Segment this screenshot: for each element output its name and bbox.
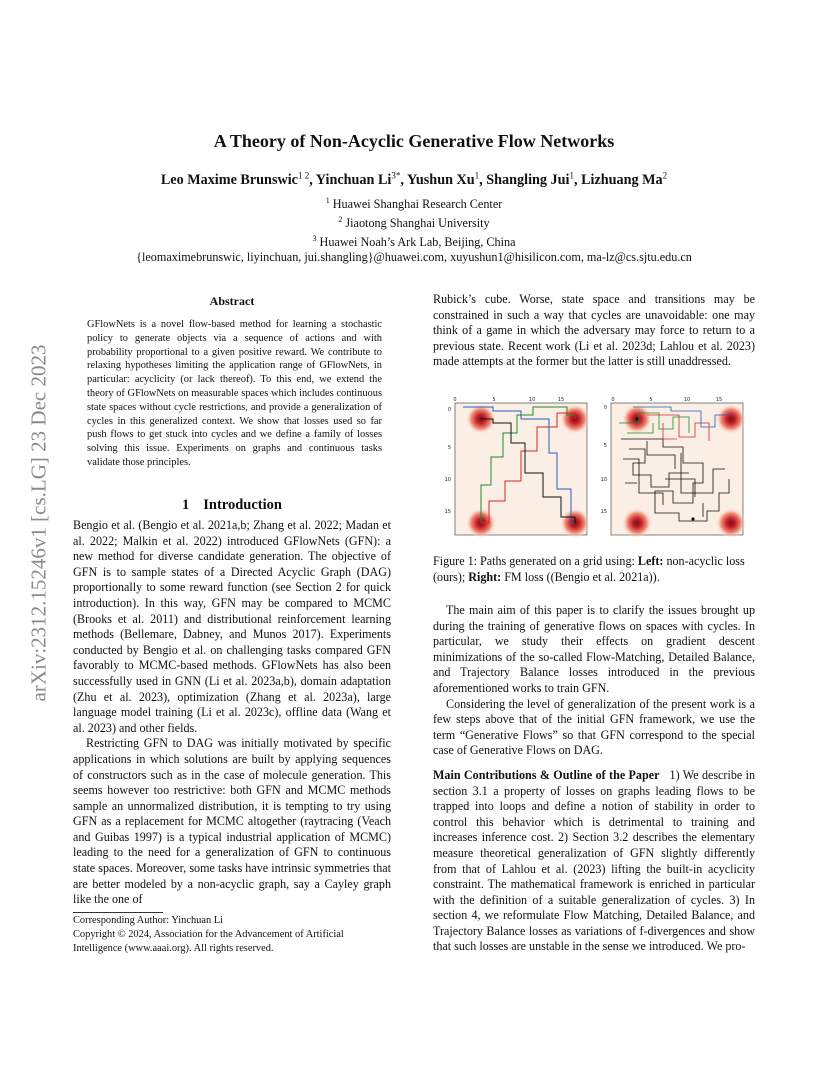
y-tick-label: 5 <box>603 443 607 449</box>
abstract-text: GFlowNets is a novel flow-based method for learning a stochastic policy to generate objects via a sequence of actions and with probability proportional to a given positive reward. We contribute to relaxing hypotheses limiting the application range of GFlowNets, in particular: acyclicity (or lack thereof). To this end, we extend the theory of GFlowNets on measurable spaces which includes continuous state spaces without cycle restrictions, and provide a generalization of cycles in this generalized context. We show that losses used so far push flows to get stuck into cycles and we define a family of losses solving this issue. Experiments on graphs and continuous tasks validate those principles. <box>87 319 382 468</box>
paragraph: Rubick’s cube. Worse, state space and transitions may be constrained in such a way that cycles are unavoidable: one may think of a game in which the adversary may force to return to a previous state. Recent work (Li et al. 2023d; Lahlou et al. 2023) made attempts at the former but the latter is still unaddressed. <box>433 292 755 369</box>
x-tick-label: 5 <box>492 397 496 403</box>
author-list <box>0 170 828 189</box>
contributions-heading: Main Contributions & Outline of the Paper <box>433 767 660 782</box>
paragraph: Bengio et al. (Bengio et al. 2021a,b; Zhang et al. 2022; Madan et al. 2022; Malkin et al. 2022) introduced GFlowNets (GFN): a new method for diverse candidate generation. The objective of GFN is to sample states of a Directed Acyclic Graph (DAG) proportionally to some reward function (see Section 2 for quick introduction). In this way, GFN may be compared to MCMC (Brooks et al. 2011) and distributional reinforcement learning methods (Bellemare, Dabney, and Munos 2017). Experiments conducted by Bengio et al. on challenging tasks compared GFN favorably to MCMC-based methods. GFlowNets has also been successfully used in GNN (Li et al. 2023a,b), domain adaptation (Zhu et al. 2023), optimization (Zhang et al. 2023a), large language model training (Li et al. 2023c), offline data (Wang et al. 2023) and other fields. <box>73 518 391 735</box>
emails: {leomaximebrunswic, liyinchuan, jui.shangling}@huawei.com, xuyushun1@hisilicon.com, ma-lz@cs.sjtu.edu.cn <box>136 250 692 265</box>
end-point <box>691 517 694 520</box>
paragraph: The main aim of this paper is to clarify the issues brought up during the training of generative flows on spaces with cycles. In particular, we study their effects on gradient descent minimizations of the so-called Flow-Matching, Detailed Balance, and Trajectory Balance losses introduced in the previous aforementioned works to train GFN. <box>433 603 755 695</box>
x-tick-label: 0 <box>611 397 615 403</box>
corresponding-author: Corresponding Author: Yinchuan Li <box>73 915 223 926</box>
x-tick-label: 10 <box>528 397 536 403</box>
affiliation: $^1$ Huawei Shanghai Research Center <box>325 196 503 212</box>
figure-caption: Figure 1: Paths generated on a grid using: Left: non-acyclic loss (ours); Right: FM loss ((Bengio et al. 2021a)). <box>433 554 745 584</box>
x-tick-label: 0 <box>453 397 457 403</box>
y-tick-label: 10 <box>600 477 607 483</box>
left-panel <box>445 397 590 538</box>
right-column-continuation <box>433 292 755 370</box>
y-tick-label: 10 <box>444 477 451 483</box>
copyright-notice: Copyright © 2024, Association for the Advancement of Artificial Intelligence (www.aaai.org). All rights reserved. <box>73 928 344 954</box>
paragraph: Restricting GFN to DAG was initially motivated by specific applications in which solutions are built by applying sequences of constructors such as in the case of molecule generation. This seems however too restrictive: both GFN and MCMC methods sample an unnormalized distribution, it is tempting to try using GFN as a replacement for MCMC altogether (raytracing (Veach and Guibas 1997) is a typical industrial application of MCMC) leading to the need for a generalization of GFN to continuous state spaces. Moreover, some tasks have intrinsic symmetries that are better modeled by a non-acyclic graph, say a Cayley graph like the one of <box>73 736 391 907</box>
affiliation: $^2$ Jiaotong Shanghai University <box>338 215 490 231</box>
y-tick-label: 0 <box>447 407 451 413</box>
footnote <box>73 914 391 955</box>
y-tick-label: 15 <box>600 509 607 515</box>
y-tick-label: 0 <box>603 405 607 411</box>
figure-1 <box>433 393 755 543</box>
y-tick-label: 15 <box>444 509 451 515</box>
section-heading-introduction: 1 Introduction <box>182 497 282 513</box>
x-tick-label: 10 <box>683 397 691 403</box>
reward-peak <box>716 404 746 434</box>
y-tick-label: 5 <box>447 445 451 451</box>
arxiv-identifier: arXiv:2312.15246v1 [cs.LG] 23 Dec 2023 <box>26 344 51 702</box>
paragraph: Main Contributions & Outline of the Paper 1) We describe in section 3.1 a property of losses on graphs leading flows to be trapped into loops and define a notion of stability in order to control this behavior which is detrimental to training and increases inference cost. 2) Section 3.2 describes the elementary measure theoretical generalization of GFN slightly differently from that of Lahlou et al. (2023) lifting the built-in acyclicity constraint. The mathematical framework is enriched in particular with the definition of a suitable generalization of cycles. 3) In section 4, we reformulate Flow Matching, Detailed Balance, and Trajectory Balance losses as variations of f-divergences and show that such losses are unstable in the sense we introduced. We pro- <box>433 767 755 954</box>
paper-title: A Theory of Non-Acyclic Generative Flow Networks <box>213 131 615 151</box>
footnote-rule <box>73 912 163 913</box>
reward-peak <box>716 508 746 538</box>
author: Yushun Xu$^1$, <box>406 170 487 188</box>
affiliation: $^3$ Huawei Noah’s Ark Lab, Beijing, China <box>312 234 516 250</box>
start-point <box>635 417 638 420</box>
author: Yinchuan $Li^{3*}$, <box>315 170 407 188</box>
x-tick-label: 15 <box>715 397 723 403</box>
author: Lizhuang Ma$^2$ <box>581 170 668 188</box>
reward-peak <box>622 508 652 538</box>
arxiv-sidebar <box>22 288 56 758</box>
author: Shangling Jui$^1$, <box>486 170 582 188</box>
left-column-body <box>73 518 391 908</box>
right-panel <box>601 397 746 538</box>
x-tick-label: 5 <box>649 397 653 403</box>
paragraph: Considering the level of generalization of the present work is a few steps above that of the initial GFN framework, we use the term “Generative Flows” so that GFN correspond to the special case of Generative Flows on DAG. <box>433 696 755 758</box>
author: Leo Maxime Brunswic$^{1 2}$, <box>160 170 316 188</box>
figure-1-graphic <box>433 393 755 543</box>
right-column-body <box>433 603 755 955</box>
affiliations <box>0 193 828 265</box>
x-tick-label: 15 <box>557 397 565 403</box>
abstract-heading: Abstract <box>209 294 255 308</box>
